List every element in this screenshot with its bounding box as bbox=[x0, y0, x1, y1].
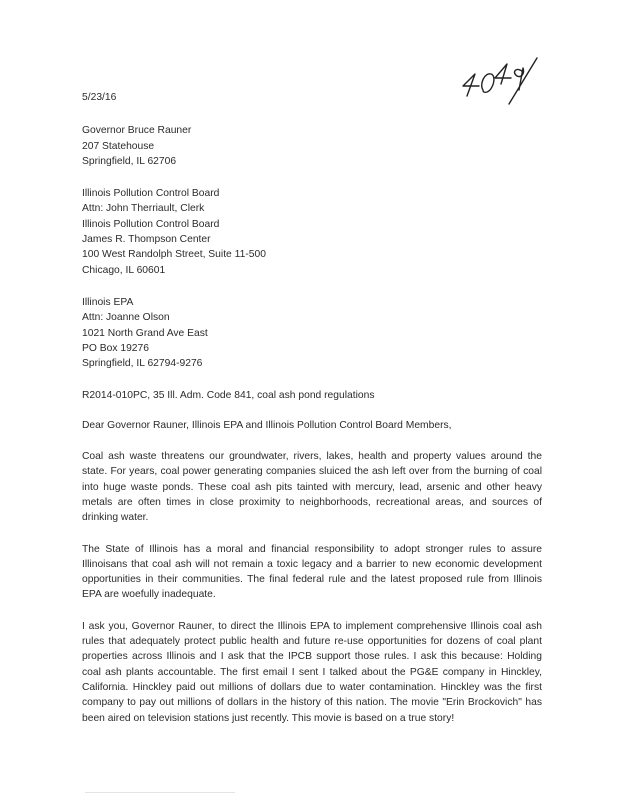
address-line: Illinois EPA bbox=[82, 296, 134, 308]
salutation: Dear Governor Rauner, Illinois EPA and Illinois Pollution Control Board Members, bbox=[82, 419, 452, 431]
reference-line: R2014-010PC, 35 Ill. Adm. Code 841, coal ash pond regulations bbox=[82, 390, 375, 402]
address-line: Springfield, IL 62706 bbox=[82, 155, 177, 167]
body-paragraph: The State of Illinois has a moral and financial responsibility to adopt stronger rules to assure Illinoisans that coal ash will not remain a toxic legacy and a barrier to new economic development opportunities in their communities. The final federal rule and the latest proposed rule from Illinois EPA are woefully inadequate. bbox=[82, 543, 542, 601]
address-line: 100 West Randolph Street, Suite 11-500 bbox=[82, 249, 266, 261]
letter-body bbox=[82, 90, 542, 742]
address-line: Attn: John Therriault, Clerk bbox=[82, 203, 205, 215]
recipient-pollution-control-board bbox=[82, 186, 542, 278]
address-line: Illinois Pollution Control Board bbox=[82, 188, 220, 200]
body-paragraph: Coal ash waste threatens our groundwater, rivers, lakes, health and property values around the state. For years, coal power generating companies sluiced the ash left over from the burning of coal into huge waste ponds. These coal ash pits tainted with mercury, lead, arsenic and other heavy metals are often times in close proximity to neighborhoods, recreational areas, and sources of drinking water. bbox=[82, 451, 542, 524]
address-line: Governor Bruce Rauner bbox=[82, 125, 192, 137]
letter-date: 5/23/16 bbox=[82, 92, 117, 103]
body-paragraph: I ask you, Governor Rauner, to direct the Illinois EPA to implement comprehensive Illinois coal ash rules that adequately protect public health and future re-use opportunities for dozens of coal plant properties across Illinois and I ask that the IPCB support those rules. I ask this because: Holding coal ash plants accountable. The first email I sent I talked about the PG&E company in Hinckley, California. Hinckley paid out millions of dollars due to water contamination. Hinckley was the first company to pay out millions of dollars in the history of this nation. The movie "Erin Brockovich" has been aired on television stations just recently. This movie is based on a true story! bbox=[82, 620, 542, 724]
scan-artifact bbox=[85, 792, 235, 793]
address-line: 1021 North Grand Ave East bbox=[82, 327, 208, 339]
address-line: Chicago, IL 60601 bbox=[82, 264, 166, 276]
address-line: 207 Statehouse bbox=[82, 140, 155, 152]
address-line: Illinois Pollution Control Board bbox=[82, 218, 220, 230]
address-line: Springfield, IL 62794-9276 bbox=[82, 358, 203, 370]
recipient-illinois-epa bbox=[82, 295, 542, 371]
recipient-governor bbox=[82, 123, 542, 169]
address-line: James R. Thompson Center bbox=[82, 234, 211, 246]
address-line: Attn: Joanne Olson bbox=[82, 312, 170, 324]
address-line: PO Box 19276 bbox=[82, 342, 149, 354]
